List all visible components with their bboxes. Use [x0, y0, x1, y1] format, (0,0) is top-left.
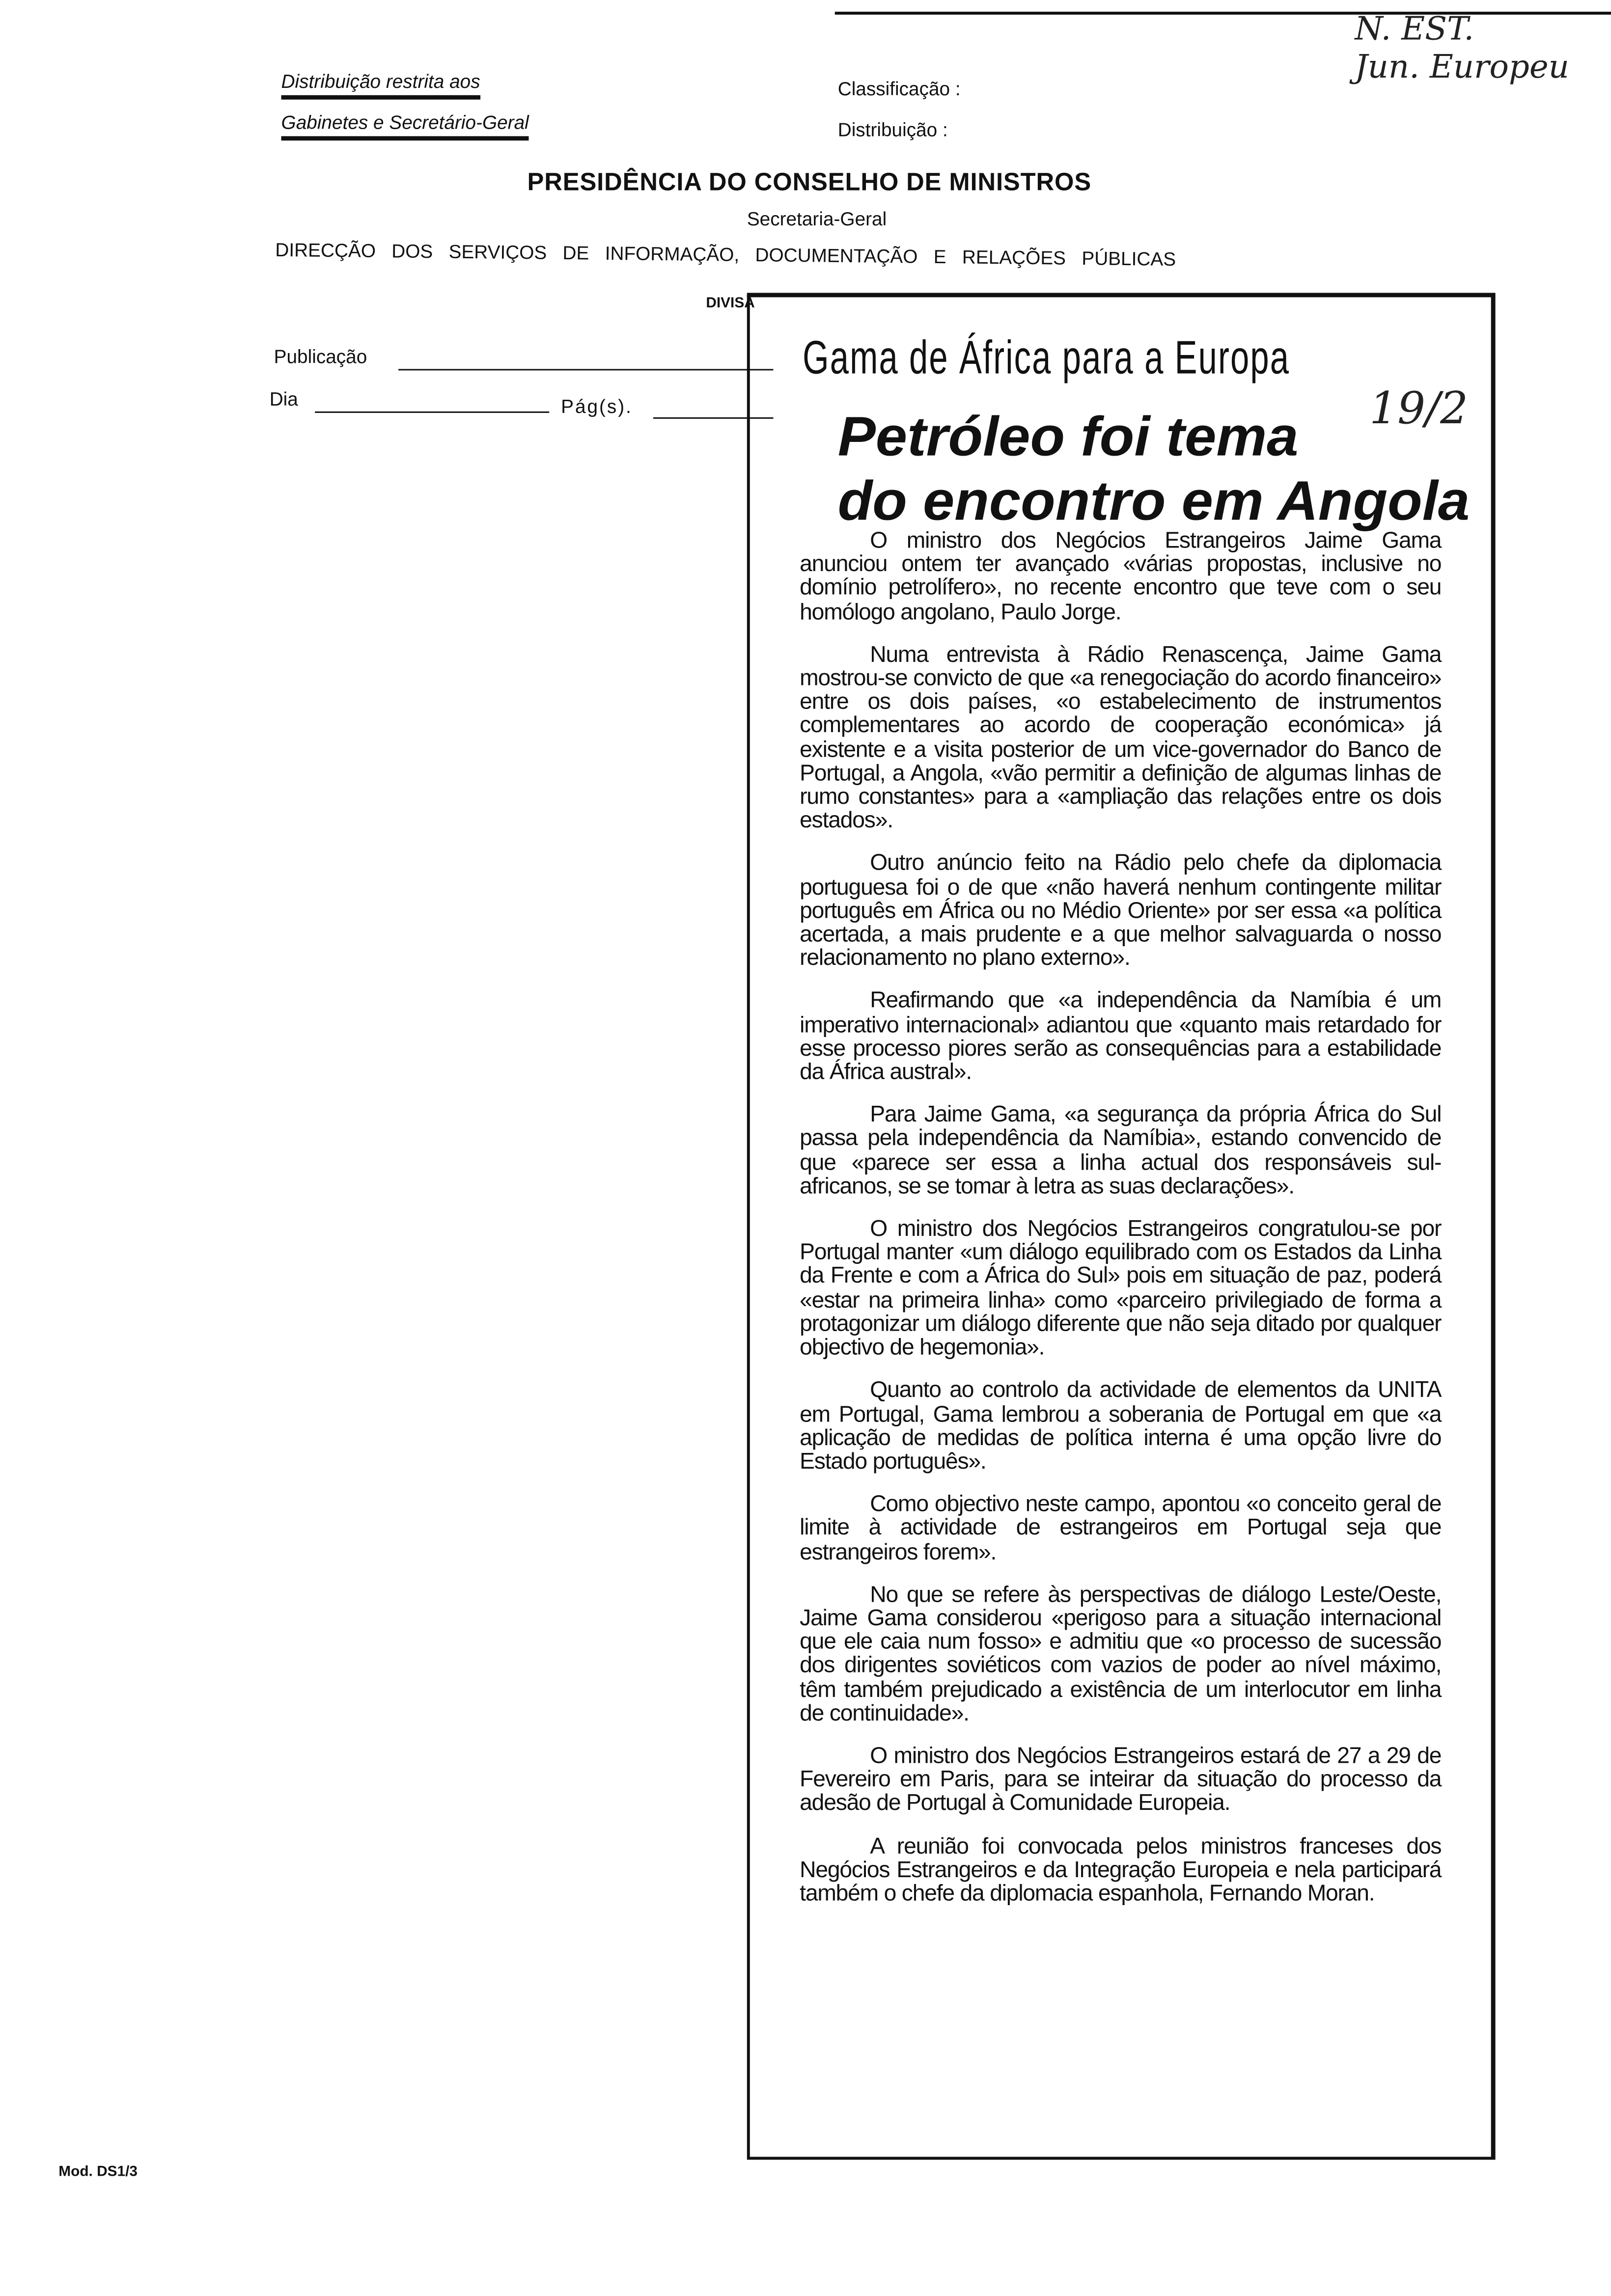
publication-field-line — [398, 369, 773, 370]
handwritten-margin-date: 19/2 — [1369, 383, 1469, 435]
day-label: Dia — [269, 388, 298, 410]
article-paragraph: Para Jaime Gama, «a segurança da própria África do Sul passa pela independência da Namíbia», estando convencido de que «parece ser essa a linha actual dos responsáveis sul-africanos, se se tomar à letra as suas declarações». — [800, 1103, 1442, 1199]
restricted-distribution-line1: Distribuição restrita aos — [281, 70, 480, 100]
publication-label: Publicação — [274, 345, 367, 368]
article-paragraph: Outro anúncio feito na Rádio pelo chefe da diplomacia portuguesa foi o de que «não haverá nenhum contingente militar português em África ou no Médio Oriente» por ser essa «a política acertada, a mais prudente e a que melhor salvaguarda o nosso relacionamento no plano externo». — [800, 851, 1442, 971]
article-paragraph: O ministro dos Negócios Estrangeiros Jaime Gama anunciou ontem ter avançado «várias propostas, inclusive no domínio petrolífero», no recente encontro que teve com o seu homólogo angolano, Paulo Jorge. — [800, 528, 1442, 625]
article-paragraph: Reafirmando que «a independência da Namíbia é um imperativo internacional» adiantou que «quanto mais retardado for esse processo piores serão as consequências para a estabilidade da África austral». — [800, 989, 1442, 1085]
secretariat-label: Secretaria-Geral — [747, 208, 887, 230]
day-field-line — [315, 411, 549, 413]
top-scan-edge — [835, 12, 1611, 15]
article-headline-line1: Petróleo foi tema — [837, 407, 1299, 469]
article-paragraph: No que se refere às perspectivas de diálogo Leste/Oeste, Jaime Gama considerou «perigoso para a situação internacional que ele caia num fosso» e admitiu que «o processo de sucessão dos dirigentes soviéticos com vazios de poder ao nível máximo, têm também prejudicado a existência de um interlocutor em linha de continuidade». — [800, 1582, 1442, 1726]
article-paragraph: O ministro dos Negócios Estrangeiros estará de 27 a 29 de Fevereiro em Paris, para se inteirar da situação do processo da adesão de Portugal à Comunidade Europeia. — [800, 1744, 1442, 1816]
classification-label: Classificação : — [837, 78, 961, 100]
article-body — [800, 530, 1441, 1925]
article-headline-line2: do encontro em Angola — [837, 471, 1470, 533]
article-kicker: Gama de África para a Europa — [803, 330, 1290, 384]
institution-title: PRESIDÊNCIA DO CONSELHO DE MINISTROS — [527, 168, 1092, 196]
division-label: DIVISÃ — [706, 296, 755, 312]
article-paragraph: O ministro dos Negócios Estrangeiros congratulou-se por Portugal manter «um diálogo equilibrado com os Estados da Linha da Frente e com a África do Sul» pois em situação de paz, poderá «estar na primeira linha» como «parceiro privilegiado de forma a protagonizar um diálogo diferente que não seja ditado por qualquer objectivo de hegemonia». — [800, 1217, 1442, 1361]
article-paragraph: Numa entrevista à Rádio Renascença, Jaime Gama mostrou-se convicto de que «a renegociação do acordo financeiro» entre os dois países, «o estabelecimento de instrumentos complementares ao acordo de cooperação económica» já existente e a visita posterior de um vice-governador do Banco de Portugal, a Angola, «vão permitir a definição de algumas linhas de rumo constantes» para a «ampliação das relações entre os dois estados». — [800, 642, 1442, 834]
article-paragraph: Como objectivo neste campo, apontou «o conceito geral de limite à actividade de estrangeiros em Portugal seja que estrangeiros forem». — [800, 1492, 1442, 1565]
article-paragraph: A reunião foi convocada pelos ministros franceses dos Negócios Estrangeiros e da Integração Europeia e nela participará também o chefe da diplomacia espanhola, Fernando Moran. — [800, 1834, 1442, 1907]
pages-label: Pág(s). — [561, 395, 633, 417]
directorate-label: DIRECÇÃO DOS SERVIÇOS DE INFORMAÇÃO, DOCUMENTAÇÃO E RELAÇÕES PÚBLICAS — [275, 239, 1176, 270]
article-paragraph: Quanto ao controlo da actividade de elementos da UNITA em Portugal, Gama lembrou a soberania de Portugal em que «a aplicação de medidas de política interna é uma opção livre do Estado português». — [800, 1378, 1442, 1475]
form-code: Mod. DS1/3 — [58, 2164, 138, 2181]
handwritten-note-line2: Jun. Europeu — [1355, 50, 1569, 86]
restricted-distribution-line2: Gabinetes e Secretário-Geral — [281, 111, 529, 141]
distribution-label: Distribuição : — [837, 118, 948, 141]
handwritten-note-line1: N. EST. — [1355, 11, 1474, 49]
